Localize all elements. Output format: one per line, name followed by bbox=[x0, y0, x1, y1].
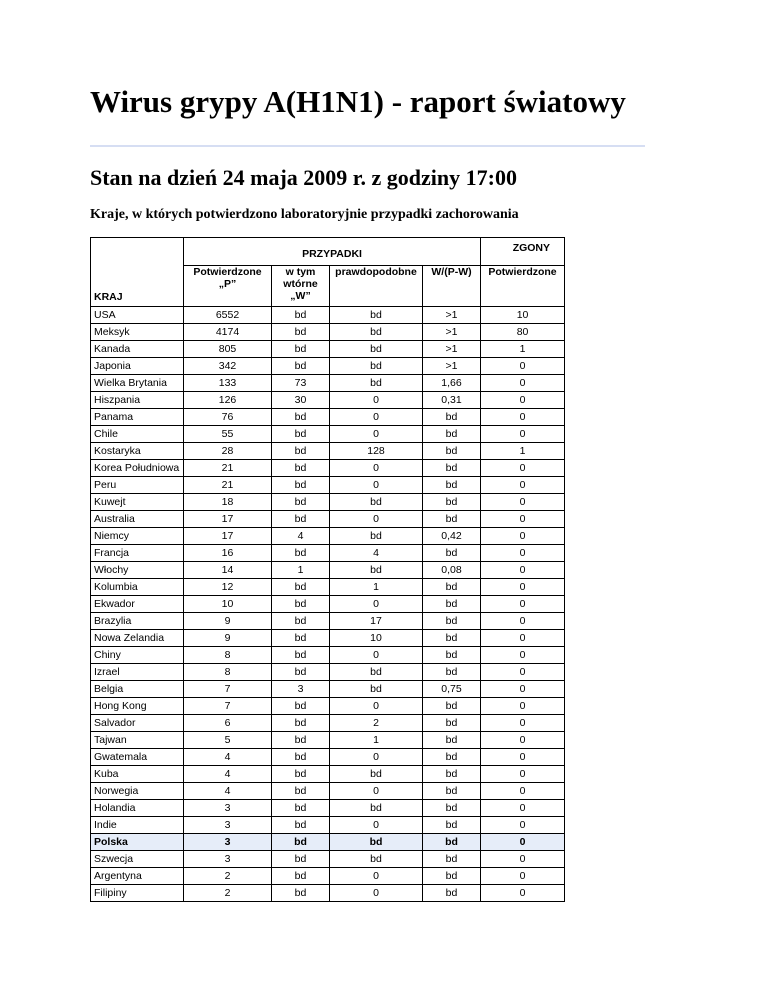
probable-cell: 10 bbox=[330, 630, 423, 647]
header-zgony: ZGONY bbox=[481, 238, 565, 266]
table-row bbox=[91, 851, 565, 868]
ratio-cell: >1 bbox=[423, 341, 481, 358]
ratio-cell: >1 bbox=[423, 307, 481, 324]
probable-cell: 0 bbox=[330, 596, 423, 613]
confirmed-cell: 14 bbox=[184, 562, 272, 579]
confirmed-cell: 12 bbox=[184, 579, 272, 596]
probable-cell: 0 bbox=[330, 392, 423, 409]
table-row bbox=[91, 715, 565, 732]
table-row bbox=[91, 800, 565, 817]
country-cell: Kostaryka bbox=[91, 443, 184, 460]
secondary-cell: bd bbox=[272, 613, 330, 630]
confirmed-cell: 55 bbox=[184, 426, 272, 443]
ratio-cell: bd bbox=[423, 783, 481, 800]
ratio-cell: bd bbox=[423, 851, 481, 868]
secondary-cell: 73 bbox=[272, 375, 330, 392]
country-cell: Chiny bbox=[91, 647, 184, 664]
table-row bbox=[91, 460, 565, 477]
confirmed-cell: 3 bbox=[184, 851, 272, 868]
header-prawdopodobne: prawdopodobne bbox=[330, 266, 423, 307]
country-cell: Peru bbox=[91, 477, 184, 494]
ratio-cell: >1 bbox=[423, 358, 481, 375]
confirmed-cell: 16 bbox=[184, 545, 272, 562]
deaths-cell: 0 bbox=[481, 494, 565, 511]
ratio-cell: bd bbox=[423, 579, 481, 596]
confirmed-cell: 4174 bbox=[184, 324, 272, 341]
report-date-heading: Stan na dzień 24 maja 2009 r. z godziny 17:00 bbox=[90, 165, 517, 190]
country-cell: Kolumbia bbox=[91, 579, 184, 596]
table-row bbox=[91, 630, 565, 647]
secondary-cell: 4 bbox=[272, 528, 330, 545]
table-caption: Kraje, w których potwierdzono laboratoryjnie przypadki zachorowania bbox=[90, 207, 519, 222]
ratio-cell: bd bbox=[423, 477, 481, 494]
header-wtorne: w tym wtórne „W” bbox=[272, 266, 330, 307]
secondary-cell: bd bbox=[272, 460, 330, 477]
probable-cell: 2 bbox=[330, 715, 423, 732]
secondary-cell: bd bbox=[272, 324, 330, 341]
country-cell: Brazylia bbox=[91, 613, 184, 630]
secondary-cell: bd bbox=[272, 630, 330, 647]
table-row bbox=[91, 783, 565, 800]
table-row bbox=[91, 358, 565, 375]
probable-cell: bd bbox=[330, 324, 423, 341]
title-divider bbox=[90, 145, 645, 147]
secondary-cell: bd bbox=[272, 664, 330, 681]
secondary-cell: bd bbox=[272, 834, 330, 851]
confirmed-cell: 9 bbox=[184, 630, 272, 647]
ratio-cell: bd bbox=[423, 426, 481, 443]
confirmed-cell: 7 bbox=[184, 698, 272, 715]
confirmed-cell: 17 bbox=[184, 528, 272, 545]
secondary-cell: bd bbox=[272, 341, 330, 358]
secondary-cell: 30 bbox=[272, 392, 330, 409]
deaths-cell: 0 bbox=[481, 868, 565, 885]
deaths-cell: 0 bbox=[481, 885, 565, 902]
deaths-cell: 0 bbox=[481, 664, 565, 681]
country-cell: Szwecja bbox=[91, 851, 184, 868]
confirmed-cell: 3 bbox=[184, 834, 272, 851]
country-cell: Japonia bbox=[91, 358, 184, 375]
ratio-cell: bd bbox=[423, 868, 481, 885]
table-row bbox=[91, 392, 565, 409]
country-cell: Włochy bbox=[91, 562, 184, 579]
deaths-cell: 0 bbox=[481, 579, 565, 596]
secondary-cell: 3 bbox=[272, 681, 330, 698]
probable-cell: 0 bbox=[330, 409, 423, 426]
table-row bbox=[91, 579, 565, 596]
deaths-cell: 0 bbox=[481, 528, 565, 545]
confirmed-cell: 5 bbox=[184, 732, 272, 749]
deaths-cell: 0 bbox=[481, 630, 565, 647]
secondary-cell: bd bbox=[272, 647, 330, 664]
probable-cell: 0 bbox=[330, 477, 423, 494]
secondary-cell: bd bbox=[272, 749, 330, 766]
ratio-cell: bd bbox=[423, 511, 481, 528]
probable-cell: bd bbox=[330, 494, 423, 511]
table-row bbox=[91, 647, 565, 664]
confirmed-cell: 28 bbox=[184, 443, 272, 460]
secondary-cell: bd bbox=[272, 511, 330, 528]
ratio-cell: bd bbox=[423, 664, 481, 681]
country-cell: Indie bbox=[91, 817, 184, 834]
probable-cell: bd bbox=[330, 528, 423, 545]
secondary-cell: bd bbox=[272, 732, 330, 749]
table-row-highlighted bbox=[91, 834, 565, 851]
confirmed-cell: 21 bbox=[184, 460, 272, 477]
ratio-cell: bd bbox=[423, 596, 481, 613]
probable-cell: bd bbox=[330, 358, 423, 375]
table-row bbox=[91, 817, 565, 834]
secondary-cell: bd bbox=[272, 477, 330, 494]
secondary-cell: bd bbox=[272, 868, 330, 885]
deaths-cell: 0 bbox=[481, 375, 565, 392]
ratio-cell: bd bbox=[423, 443, 481, 460]
table-row bbox=[91, 596, 565, 613]
deaths-cell: 0 bbox=[481, 834, 565, 851]
confirmed-cell: 805 bbox=[184, 341, 272, 358]
country-cell: Salvador bbox=[91, 715, 184, 732]
table-row bbox=[91, 307, 565, 324]
ratio-cell: bd bbox=[423, 613, 481, 630]
ratio-cell: bd bbox=[423, 698, 481, 715]
ratio-cell: bd bbox=[423, 834, 481, 851]
ratio-cell: bd bbox=[423, 766, 481, 783]
confirmed-cell: 2 bbox=[184, 868, 272, 885]
probable-cell: 1 bbox=[330, 732, 423, 749]
table-row bbox=[91, 528, 565, 545]
deaths-cell: 0 bbox=[481, 392, 565, 409]
ratio-cell: bd bbox=[423, 647, 481, 664]
secondary-cell: bd bbox=[272, 426, 330, 443]
secondary-cell: bd bbox=[272, 885, 330, 902]
header-przypadki: PRZYPADKI bbox=[184, 238, 481, 266]
probable-cell: bd bbox=[330, 562, 423, 579]
confirmed-cell: 76 bbox=[184, 409, 272, 426]
confirmed-cell: 126 bbox=[184, 392, 272, 409]
secondary-cell: bd bbox=[272, 596, 330, 613]
country-cell: Kuba bbox=[91, 766, 184, 783]
table-row bbox=[91, 511, 565, 528]
probable-cell: bd bbox=[330, 375, 423, 392]
table-body bbox=[91, 307, 565, 902]
deaths-cell: 0 bbox=[481, 749, 565, 766]
confirmed-cell: 21 bbox=[184, 477, 272, 494]
table-row bbox=[91, 409, 565, 426]
probable-cell: 0 bbox=[330, 885, 423, 902]
country-cell: Chile bbox=[91, 426, 184, 443]
ratio-cell: bd bbox=[423, 494, 481, 511]
country-cell: Gwatemala bbox=[91, 749, 184, 766]
confirmed-cell: 18 bbox=[184, 494, 272, 511]
table-row bbox=[91, 341, 565, 358]
country-cell: Kuwejt bbox=[91, 494, 184, 511]
secondary-cell: bd bbox=[272, 715, 330, 732]
deaths-cell: 0 bbox=[481, 426, 565, 443]
secondary-cell: bd bbox=[272, 783, 330, 800]
header-kraj: KRAJ bbox=[91, 238, 184, 307]
table-row bbox=[91, 664, 565, 681]
probable-cell: 0 bbox=[330, 783, 423, 800]
deaths-cell: 0 bbox=[481, 851, 565, 868]
secondary-cell: 1 bbox=[272, 562, 330, 579]
secondary-cell: bd bbox=[272, 766, 330, 783]
confirmed-cell: 17 bbox=[184, 511, 272, 528]
country-cell: Hiszpania bbox=[91, 392, 184, 409]
probable-cell: 0 bbox=[330, 511, 423, 528]
probable-cell: 128 bbox=[330, 443, 423, 460]
deaths-cell: 0 bbox=[481, 732, 565, 749]
table-row bbox=[91, 766, 565, 783]
country-cell: Holandia bbox=[91, 800, 184, 817]
deaths-cell: 0 bbox=[481, 562, 565, 579]
country-cell: Hong Kong bbox=[91, 698, 184, 715]
secondary-cell: bd bbox=[272, 698, 330, 715]
table-row bbox=[91, 885, 565, 902]
country-cell: Panama bbox=[91, 409, 184, 426]
deaths-cell: 0 bbox=[481, 477, 565, 494]
table-row bbox=[91, 375, 565, 392]
confirmed-cell: 3 bbox=[184, 800, 272, 817]
ratio-cell: 0,75 bbox=[423, 681, 481, 698]
confirmed-cell: 4 bbox=[184, 783, 272, 800]
country-cell: Meksyk bbox=[91, 324, 184, 341]
ratio-cell: bd bbox=[423, 409, 481, 426]
table-row bbox=[91, 426, 565, 443]
country-cell: Filipiny bbox=[91, 885, 184, 902]
ratio-cell: 0,08 bbox=[423, 562, 481, 579]
table-row bbox=[91, 324, 565, 341]
country-cell: Tajwan bbox=[91, 732, 184, 749]
probable-cell: bd bbox=[330, 664, 423, 681]
deaths-cell: 0 bbox=[481, 460, 565, 477]
probable-cell: 0 bbox=[330, 426, 423, 443]
table-header-row bbox=[91, 238, 565, 266]
table-row bbox=[91, 562, 565, 579]
table-row bbox=[91, 698, 565, 715]
country-cell: Ekwador bbox=[91, 596, 184, 613]
country-cell: Francja bbox=[91, 545, 184, 562]
table-row bbox=[91, 545, 565, 562]
deaths-cell: 0 bbox=[481, 783, 565, 800]
deaths-cell: 0 bbox=[481, 800, 565, 817]
country-cell: Wielka Brytania bbox=[91, 375, 184, 392]
confirmed-cell: 7 bbox=[184, 681, 272, 698]
country-cell: Polska bbox=[91, 834, 184, 851]
ratio-cell: 0,42 bbox=[423, 528, 481, 545]
confirmed-cell: 6 bbox=[184, 715, 272, 732]
deaths-cell: 10 bbox=[481, 307, 565, 324]
probable-cell: 4 bbox=[330, 545, 423, 562]
confirmed-cell: 8 bbox=[184, 647, 272, 664]
ratio-cell: bd bbox=[423, 885, 481, 902]
confirmed-cell: 8 bbox=[184, 664, 272, 681]
deaths-cell: 0 bbox=[481, 358, 565, 375]
probable-cell: 0 bbox=[330, 868, 423, 885]
cases-table bbox=[90, 237, 565, 902]
confirmed-cell: 3 bbox=[184, 817, 272, 834]
secondary-cell: bd bbox=[272, 545, 330, 562]
deaths-cell: 0 bbox=[481, 817, 565, 834]
probable-cell: 17 bbox=[330, 613, 423, 630]
ratio-cell: bd bbox=[423, 749, 481, 766]
probable-cell: bd bbox=[330, 800, 423, 817]
probable-cell: 0 bbox=[330, 698, 423, 715]
deaths-cell: 0 bbox=[481, 596, 565, 613]
ratio-cell: bd bbox=[423, 460, 481, 477]
confirmed-cell: 6552 bbox=[184, 307, 272, 324]
probable-cell: 0 bbox=[330, 749, 423, 766]
header-wpw: W/(P-W) bbox=[423, 266, 481, 307]
probable-cell: 0 bbox=[330, 817, 423, 834]
confirmed-cell: 133 bbox=[184, 375, 272, 392]
table-row bbox=[91, 732, 565, 749]
deaths-cell: 0 bbox=[481, 545, 565, 562]
ratio-cell: bd bbox=[423, 817, 481, 834]
table-row bbox=[91, 681, 565, 698]
ratio-cell: bd bbox=[423, 715, 481, 732]
country-cell: Australia bbox=[91, 511, 184, 528]
table-row bbox=[91, 868, 565, 885]
header-potwierdzone: Potwierdzone „P” bbox=[184, 266, 272, 307]
confirmed-cell: 342 bbox=[184, 358, 272, 375]
country-cell: Niemcy bbox=[91, 528, 184, 545]
ratio-cell: 1,66 bbox=[423, 375, 481, 392]
ratio-cell: bd bbox=[423, 732, 481, 749]
probable-cell: 0 bbox=[330, 460, 423, 477]
deaths-cell: 0 bbox=[481, 681, 565, 698]
table-row bbox=[91, 494, 565, 511]
probable-cell: bd bbox=[330, 307, 423, 324]
deaths-cell: 0 bbox=[481, 766, 565, 783]
deaths-cell: 0 bbox=[481, 409, 565, 426]
ratio-cell: bd bbox=[423, 800, 481, 817]
country-cell: Belgia bbox=[91, 681, 184, 698]
ratio-cell: bd bbox=[423, 630, 481, 647]
table-row bbox=[91, 443, 565, 460]
confirmed-cell: 4 bbox=[184, 749, 272, 766]
deaths-cell: 0 bbox=[481, 698, 565, 715]
deaths-cell: 1 bbox=[481, 341, 565, 358]
secondary-cell: bd bbox=[272, 851, 330, 868]
secondary-cell: bd bbox=[272, 579, 330, 596]
probable-cell: 1 bbox=[330, 579, 423, 596]
probable-cell: bd bbox=[330, 681, 423, 698]
country-cell: Argentyna bbox=[91, 868, 184, 885]
secondary-cell: bd bbox=[272, 409, 330, 426]
country-cell: Kanada bbox=[91, 341, 184, 358]
deaths-cell: 0 bbox=[481, 613, 565, 630]
secondary-cell: bd bbox=[272, 358, 330, 375]
confirmed-cell: 2 bbox=[184, 885, 272, 902]
country-cell: USA bbox=[91, 307, 184, 324]
table-row bbox=[91, 613, 565, 630]
probable-cell: bd bbox=[330, 851, 423, 868]
probable-cell: bd bbox=[330, 834, 423, 851]
table-row bbox=[91, 749, 565, 766]
ratio-cell: bd bbox=[423, 545, 481, 562]
page-title: Wirus grypy A(H1N1) - raport światowy bbox=[90, 84, 626, 119]
probable-cell: 0 bbox=[330, 647, 423, 664]
ratio-cell: 0,31 bbox=[423, 392, 481, 409]
probable-cell: bd bbox=[330, 766, 423, 783]
country-cell: Nowa Zelandia bbox=[91, 630, 184, 647]
confirmed-cell: 9 bbox=[184, 613, 272, 630]
deaths-cell: 1 bbox=[481, 443, 565, 460]
deaths-cell: 0 bbox=[481, 647, 565, 664]
deaths-cell: 0 bbox=[481, 511, 565, 528]
confirmed-cell: 4 bbox=[184, 766, 272, 783]
deaths-cell: 0 bbox=[481, 715, 565, 732]
country-cell: Izrael bbox=[91, 664, 184, 681]
ratio-cell: >1 bbox=[423, 324, 481, 341]
confirmed-cell: 10 bbox=[184, 596, 272, 613]
secondary-cell: bd bbox=[272, 494, 330, 511]
probable-cell: bd bbox=[330, 341, 423, 358]
secondary-cell: bd bbox=[272, 443, 330, 460]
table-row bbox=[91, 477, 565, 494]
secondary-cell: bd bbox=[272, 800, 330, 817]
secondary-cell: bd bbox=[272, 307, 330, 324]
header-zgony-potwierdzone: Potwierdzone bbox=[481, 266, 565, 307]
deaths-cell: 80 bbox=[481, 324, 565, 341]
country-cell: Korea Południowa bbox=[91, 460, 184, 477]
secondary-cell: bd bbox=[272, 817, 330, 834]
country-cell: Norwegia bbox=[91, 783, 184, 800]
